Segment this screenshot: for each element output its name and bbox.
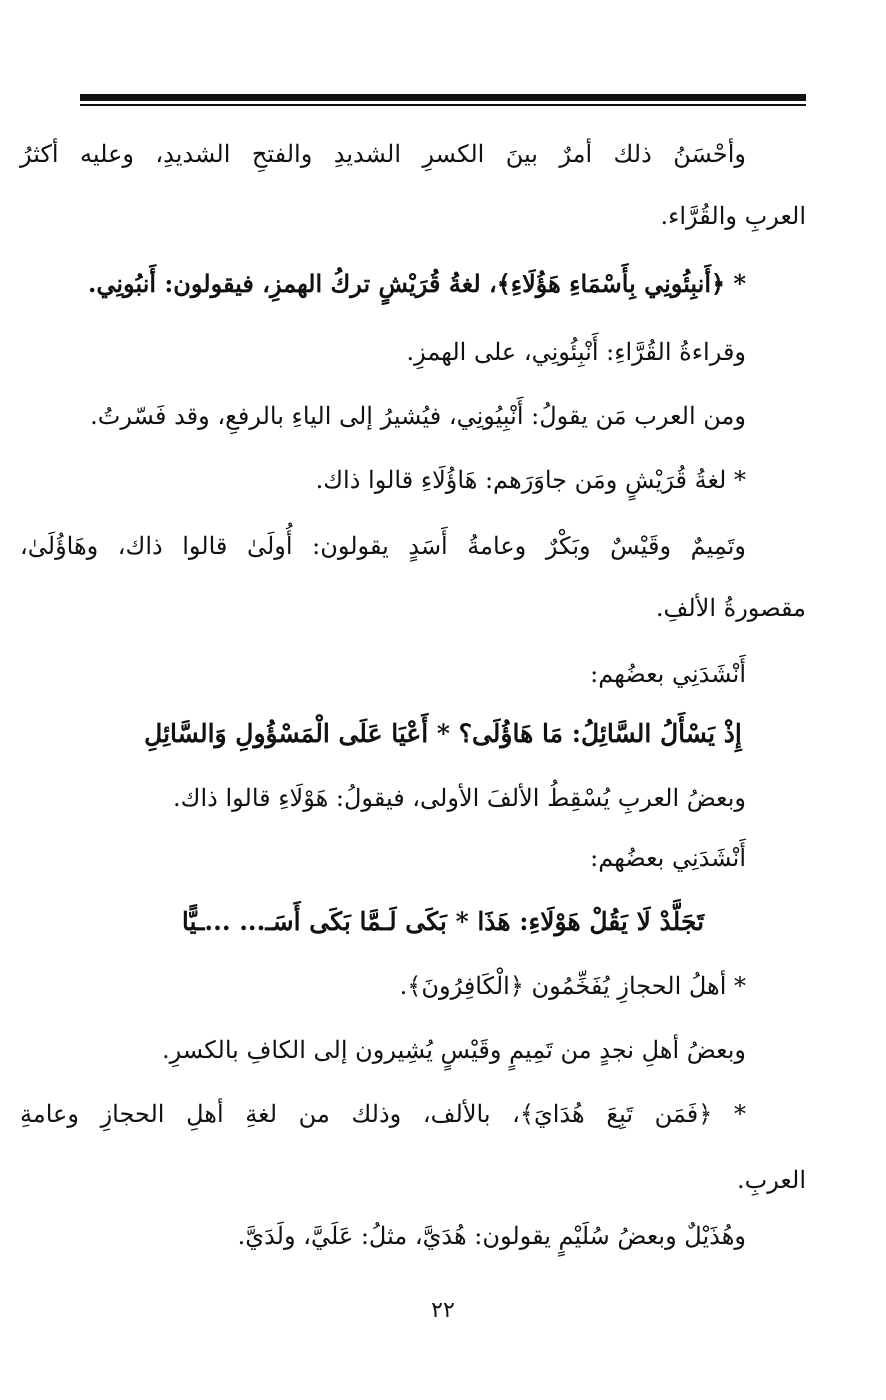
text-line-1: وأحْسَنُ ذلك أمرٌ بينَ الكسرِ الشديدِ والفتحِ الشديدِ، وعليه أكثرُ: [20, 140, 746, 168]
text-line-2: العربِ والقُرَّاء.: [660, 202, 806, 230]
header-rule-thick: [80, 94, 806, 101]
text-line-10: وبعضُ العربِ يُسْقِطُ الألفَ الأولى، فيقولُ: هَوْلَاءِ قالوا ذاك.: [173, 784, 746, 812]
text-line-12: * أهلُ الحجازِ يُفَخِّمُون ﴿الْكَافِرُونَ﴾.: [399, 972, 746, 1000]
verse-line-1: إِذْ يَسْأَلُ السَّائِلُ: مَا هَاؤُلَى؟ * أَعْيَا عَلَى الْمَسْؤُولِ وَالسَّائِلِ: [144, 719, 742, 748]
text-line-3: * ﴿أَنبِئُونِي بِأَسْمَاءِ هَؤُلَاءِ﴾، لغةُ قُرَيْشٍ تركُ الهمزِ، فيقولون: أَنبُونِي.: [88, 269, 746, 298]
text-line-8: مقصورةُ الألفِ.: [655, 594, 806, 622]
verse-line-2: تَجَلَّدْ لَا يَقُلْ هَوْلَاءِ: هَذَا * بَكَى لَـمَّا بَكَى أَسَـ... ...ـيًّا: [181, 907, 705, 936]
text-line-6: * لغةُ قُرَيْشٍ ومَن جاوَرَهم: هَاؤُلَاءِ قالوا ذاك.: [315, 466, 746, 494]
text-line-15: العربِ.: [736, 1166, 806, 1194]
text-line-4: وقراءةُ القُرَّاءِ: أَنْبِئُونِي، على الهمزِ.: [406, 338, 746, 366]
text-line-11: أَنْشَدَنِي بعضُهم:: [590, 844, 746, 872]
text-line-9: أَنْشَدَنِي بعضُهم:: [590, 660, 746, 688]
text-line-5: ومن العرب مَن يقولُ: أَنْبِيُونِي، فيُشيرُ إلى الياءِ بالرفعِ، وقد فَسّرتُ.: [90, 402, 746, 430]
text-line-13: وبعضُ أهلِ نجدٍ من تَمِيمٍ وقَيْسٍ يُشِيرون إلى الكافِ بالكسرِ.: [161, 1036, 746, 1064]
text-line-7: وتَمِيمٌ وقَيْسٌ وبَكْرٌ وعامةُ أَسَدٍ يقولون: أُولَىٰ قالوا ذاك، وهَاؤُلَىٰ،: [20, 532, 746, 560]
page-number: ٢٢: [431, 1298, 455, 1323]
text-line-16: وهُذَيْلٌ وبعضُ سُلَيْمٍ يقولون: هُدَيَّ، مثلُ: عَلَيَّ، ولَدَيَّ.: [237, 1222, 746, 1250]
header-rule-thin: [80, 104, 806, 106]
text-line-14: * ﴿فَمَن تَبِعَ هُدَايَ﴾، بالألف، وذلك من لغةِ أهلِ الحجازِ وعامةِ: [20, 1100, 746, 1128]
